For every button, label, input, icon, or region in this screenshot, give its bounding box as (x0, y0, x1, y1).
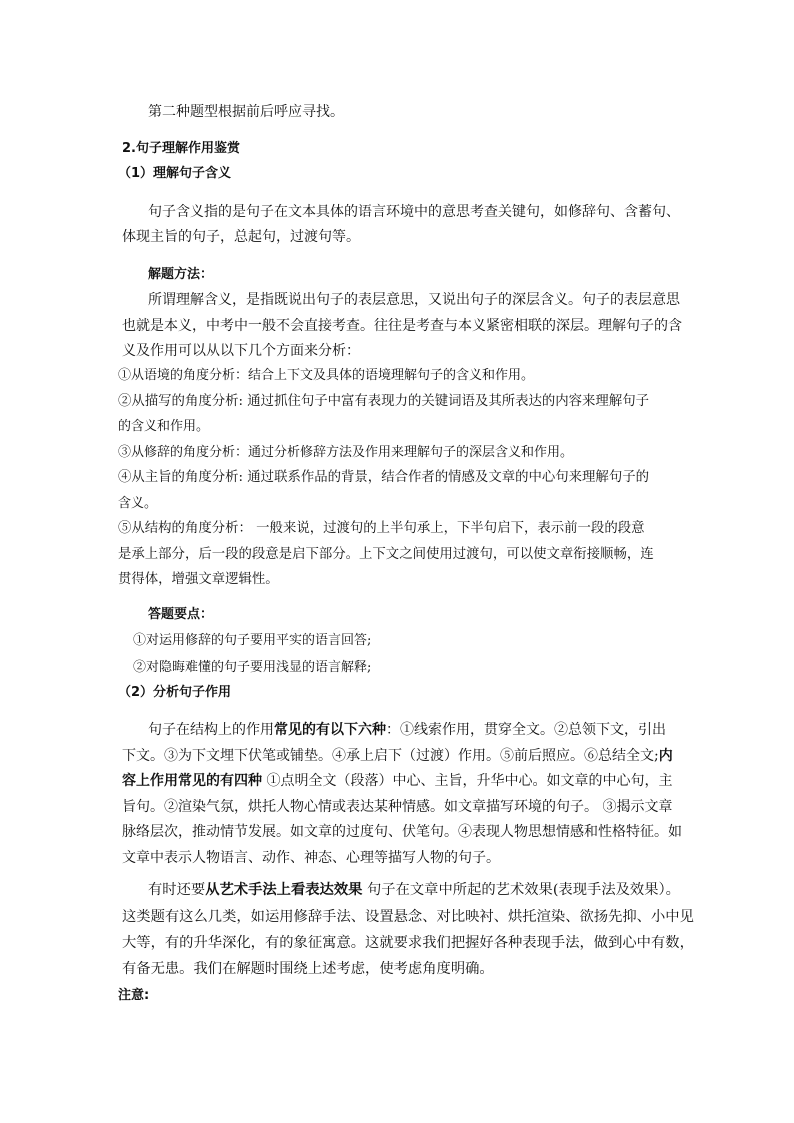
paragraph-line: 有备无患。我们在解题时围绕上述考虑，使考虑角度明确。 (122, 961, 494, 977)
list-item-continuation: 是承上部分，后一段的段意是启下部分。上下文之间使用过渡句，可以使文章衔接顺畅，连 (118, 547, 654, 562)
list-item-continuation: 贯得体，增强文章逻辑性。 (118, 572, 279, 587)
list-item: ①从语境的角度分析：结合上下文及具体的语境理解句子的含义和作用。 (118, 368, 535, 383)
list-item: ⑤从结构的角度分析： 一般来说，过渡句的上半句承上，下半句启下，表示前一段的段意 (118, 521, 645, 536)
paragraph-line: 这类题有这么几类，如运用修辞手法、设置悬念、对比映衬、烘托渲染、欲扬先抑、小中见 (122, 909, 694, 925)
paragraph-line: 脉络层次，推动情节发展。如文章的过度句、伏笔句。④表现人物思想情感和性格特征。如 (122, 824, 682, 840)
answer-point: ①对运用修辞的句子要用平实的语言回答; (133, 633, 372, 648)
paragraph-line: 句子含义指的是句子在文本具体的语言环境中的意思考查关键句，如修辞句、含蓄句、 (148, 204, 680, 220)
paragraph-line: 句子在结构上的作用常见的有以下六种：①线索作用，贯穿全文。②总领下文，引出 (148, 722, 666, 738)
paragraph-line: 有时还要从艺术手法上看表达效果 句子在文章中所起的艺术效果(表现手法及效果）。 (148, 882, 680, 898)
paragraph-line: 文章中表示人物语言、动作、神态、心理等描写人物的句子。 (122, 850, 500, 866)
list-item: ④从主旨的角度分析: 通过联系作品的背景，结合作者的情感及文章的中心句来理解句子的 (118, 470, 649, 485)
note-label: 注意: (118, 988, 150, 1003)
list-item-continuation: 含义。 (118, 496, 158, 511)
answer-point: ②对隐晦难懂的句子要用浅显的语言解释; (133, 660, 372, 675)
paragraph-line: 旨句。②渲染气氛，烘托人物心情或表达某种情感。如文章描写环境的句子。 ③揭示文章 (122, 799, 673, 815)
paragraph-line: 也就是本义，中考中一般不会直接考查。往往是考查与本义紧密相联的深层。理解句子的含 (122, 318, 682, 334)
subsection-heading: （1）理解句子含义 (118, 166, 232, 181)
paragraph-line: 体现主旨的句子，总起句，过渡句等。 (122, 229, 360, 245)
paragraph-line: 第二种题型根据前后呼应寻找。 (148, 104, 344, 120)
section-heading: 2.句子理解作用鉴赏 (122, 141, 240, 156)
paragraph-line: 所谓理解含义，是指既说出句子的表层意思，又说出句子的深层含义。句子的表层意思 (148, 292, 680, 308)
paragraph-line: 下文。③为下文埋下伏笔或铺垫。④承上启下（过渡）作用。⑤前后照应。⑥总结全文;内 (122, 748, 673, 764)
method-label: 解题方法： (148, 267, 214, 282)
list-item: ③从修辞的角度分析：通过分析修辞方法及作用来理解句子的深层含义和作用。 (118, 445, 574, 460)
paragraph-line: 义及作用可以从以下几个方面来分析： (122, 343, 360, 359)
paragraph-line: 大等，有的升华深化，有的象征寓意。这就要求我们把握好各种表现手法，做到心中有数， (122, 935, 694, 951)
list-item: ②从描写的角度分析: 通过抓住句子中富有表现力的关键词语及其所表达的内容来理解句子 (118, 394, 649, 409)
subsection-heading: （2）分析句子作用 (118, 685, 232, 700)
answer-points-label: 答题要点： (148, 607, 214, 622)
list-item-continuation: 的含义和作用。 (118, 419, 210, 434)
paragraph-line: 容上作用常见的有四种 ①点明全文（段落）中心、主旨，升华中心。如文章的中心句，主 (122, 773, 673, 789)
